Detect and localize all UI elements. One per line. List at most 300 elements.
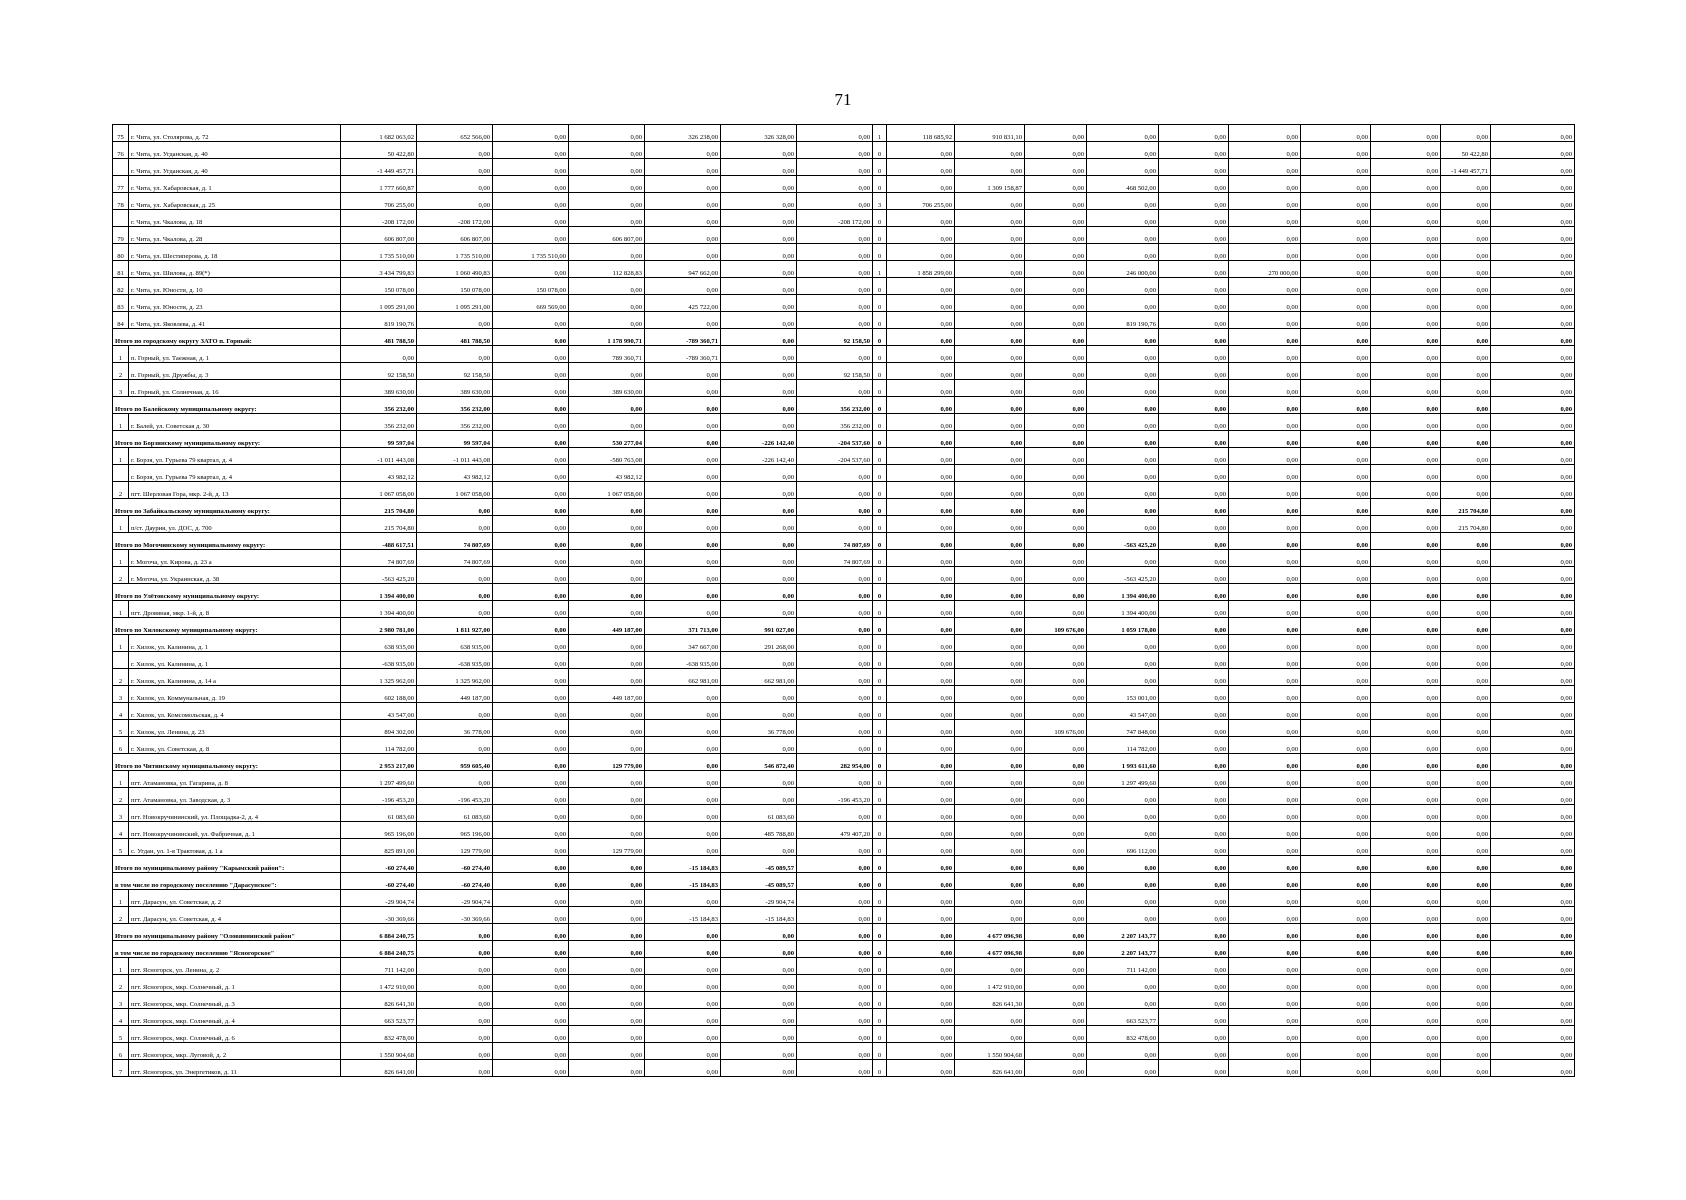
value-cell: 0,00 — [1491, 1060, 1575, 1077]
value-cell: 0,00 — [493, 686, 569, 703]
value-cell: 0,00 — [1441, 448, 1491, 465]
value-cell: 0,00 — [1025, 550, 1087, 567]
table-row — [113, 1043, 1623, 1060]
row-number: 82 — [113, 278, 129, 295]
value-cell: 0,00 — [1491, 431, 1575, 448]
value-cell: 0,00 — [955, 312, 1025, 329]
value-cell: 0,00 — [1301, 720, 1371, 737]
value-cell: 0,00 — [1371, 244, 1441, 261]
value-cell: 0,00 — [1301, 839, 1371, 856]
value-cell: 0,00 — [887, 822, 955, 839]
address-cell: г. Могоча, ул. Кирова, д. 23 а — [129, 550, 341, 567]
value-cell: 0,00 — [1025, 839, 1087, 856]
value-cell: 0,00 — [493, 992, 569, 1009]
value-cell: 0,00 — [493, 601, 569, 618]
value-cell: 0,00 — [1087, 278, 1159, 295]
table-row — [113, 380, 1623, 397]
value-cell: 0,00 — [955, 1026, 1025, 1043]
value-cell: 0,00 — [493, 550, 569, 567]
value-cell: 0,00 — [1229, 635, 1301, 652]
value-cell: 0,00 — [1301, 363, 1371, 380]
value-cell: -45 089,57 — [721, 873, 797, 890]
value-cell: 0,00 — [1087, 805, 1159, 822]
value-cell: -1 011 443,08 — [417, 448, 493, 465]
value-cell: 0,00 — [493, 975, 569, 992]
value-cell: 965 196,00 — [417, 822, 493, 839]
total-label: Итого по Улётовскому муниципальному округу: — [113, 584, 341, 601]
value-cell: 0,00 — [569, 890, 645, 907]
value-cell: 0,00 — [1229, 686, 1301, 703]
table-row — [113, 414, 1623, 431]
value-cell: 0,00 — [493, 805, 569, 822]
value-cell: 0,00 — [1087, 890, 1159, 907]
value-cell: 0,00 — [493, 1009, 569, 1026]
value-cell: 0,00 — [493, 159, 569, 176]
value-cell: 0,00 — [645, 414, 721, 431]
value-cell: 0,00 — [955, 142, 1025, 159]
value-cell: 711 142,00 — [341, 958, 417, 975]
value-cell: 0,00 — [1371, 890, 1441, 907]
value-cell: 0,00 — [1229, 516, 1301, 533]
value-cell: 0,00 — [721, 363, 797, 380]
value-cell: 1 309 158,87 — [955, 176, 1025, 193]
value-cell: 0,00 — [1441, 941, 1491, 958]
value-cell: 0,00 — [1371, 975, 1441, 992]
table-row — [113, 975, 1623, 992]
row-number: 6 — [113, 737, 129, 754]
value-cell: 0,00 — [1301, 856, 1371, 873]
value-cell: 0,00 — [1229, 329, 1301, 346]
table-row — [113, 788, 1623, 805]
value-cell: 114 782,00 — [341, 737, 417, 754]
value-cell: 0,00 — [887, 567, 955, 584]
count-cell: 0 — [873, 601, 887, 618]
value-cell: 0,00 — [645, 465, 721, 482]
value-cell: 0,00 — [1371, 652, 1441, 669]
value-cell: 1 059 178,00 — [1087, 618, 1159, 635]
value-cell: 0,00 — [797, 652, 873, 669]
value-cell: 0,00 — [797, 873, 873, 890]
value-cell: 0,00 — [1087, 1060, 1159, 1077]
value-cell: 0,00 — [721, 975, 797, 992]
value-cell: 425 722,00 — [645, 295, 721, 312]
value-cell: 0,00 — [1371, 397, 1441, 414]
value-cell: 0,00 — [1087, 329, 1159, 346]
value-cell: 0,00 — [1229, 907, 1301, 924]
value-cell: 0,00 — [1491, 720, 1575, 737]
value-cell: 326 238,00 — [645, 125, 721, 142]
value-cell: 0,00 — [955, 295, 1025, 312]
value-cell: 0,00 — [887, 244, 955, 261]
row-number: 4 — [113, 703, 129, 720]
value-cell: 0,00 — [569, 907, 645, 924]
value-cell: 0,00 — [1371, 669, 1441, 686]
value-cell: -29 904,74 — [721, 890, 797, 907]
value-cell: 0,00 — [569, 312, 645, 329]
value-cell: 0,00 — [417, 924, 493, 941]
row-number: 3 — [113, 380, 129, 397]
value-cell: 0,00 — [1371, 465, 1441, 482]
value-cell: 0,00 — [1159, 992, 1229, 1009]
value-cell: 0,00 — [493, 499, 569, 516]
value-cell: 150 078,00 — [493, 278, 569, 295]
value-cell: 0,00 — [1025, 754, 1087, 771]
value-cell: 0,00 — [493, 958, 569, 975]
value-cell: 0,00 — [721, 499, 797, 516]
value-cell: 663 523,77 — [1087, 1009, 1159, 1026]
value-cell: 0,00 — [1159, 448, 1229, 465]
row-number: 2 — [113, 567, 129, 584]
value-cell: 4 677 096,98 — [955, 941, 1025, 958]
value-cell: 0,00 — [1441, 686, 1491, 703]
value-cell: 1 735 510,00 — [417, 244, 493, 261]
value-cell: 0,00 — [569, 533, 645, 550]
value-cell: 0,00 — [569, 873, 645, 890]
row-number: 1 — [113, 958, 129, 975]
value-cell: 0,00 — [1441, 176, 1491, 193]
total-row — [113, 329, 1623, 346]
value-cell: 0,00 — [1087, 482, 1159, 499]
value-cell: 0,00 — [887, 465, 955, 482]
count-cell: 0 — [873, 992, 887, 1009]
address-cell: п/ст. Даурия, ул. ДОС, д. 700 — [129, 516, 341, 533]
value-cell: 0,00 — [1025, 975, 1087, 992]
value-cell: 0,00 — [887, 975, 955, 992]
table-row — [113, 890, 1623, 907]
value-cell: 0,00 — [1371, 703, 1441, 720]
value-cell: 0,00 — [1491, 125, 1575, 142]
address-cell: пгт. Ясногорск, мкр. Солнечный, д. 4 — [129, 1009, 341, 1026]
count-cell: 0 — [873, 363, 887, 380]
count-cell: 0 — [873, 533, 887, 550]
value-cell: 0,00 — [1301, 601, 1371, 618]
value-cell: 0,00 — [955, 278, 1025, 295]
value-cell: 0,00 — [417, 516, 493, 533]
value-cell: 0,00 — [645, 363, 721, 380]
value-cell: 0,00 — [955, 907, 1025, 924]
value-cell: 0,00 — [1159, 720, 1229, 737]
value-cell: 0,00 — [493, 907, 569, 924]
value-cell: 0,00 — [1087, 873, 1159, 890]
count-cell: 0 — [873, 788, 887, 805]
value-cell: 0,00 — [721, 686, 797, 703]
value-cell: 0,00 — [1301, 227, 1371, 244]
value-cell: -1 011 443,08 — [341, 448, 417, 465]
value-cell: -208 172,00 — [417, 210, 493, 227]
count-cell: 0 — [873, 652, 887, 669]
value-cell: 0,00 — [645, 805, 721, 822]
value-cell: 0,00 — [1025, 193, 1087, 210]
value-cell: 0,00 — [955, 737, 1025, 754]
value-cell: 0,00 — [569, 924, 645, 941]
count-cell: 0 — [873, 686, 887, 703]
value-cell: 0,00 — [493, 210, 569, 227]
value-cell: 0,00 — [887, 295, 955, 312]
value-cell: 0,00 — [417, 567, 493, 584]
value-cell: 0,00 — [1441, 584, 1491, 601]
value-cell: 0,00 — [1301, 499, 1371, 516]
value-cell: 1 735 510,00 — [341, 244, 417, 261]
value-cell: 0,00 — [1371, 635, 1441, 652]
value-cell: 0,00 — [1229, 210, 1301, 227]
value-cell: 0,00 — [1229, 669, 1301, 686]
value-cell: 0,00 — [1301, 941, 1371, 958]
address-cell: пгт. Ясногорск, ул. Энергетиков, д. 11 — [129, 1060, 341, 1077]
row-number: 2 — [113, 907, 129, 924]
value-cell: 0,00 — [1301, 142, 1371, 159]
count-cell: 0 — [873, 431, 887, 448]
value-cell: 0,00 — [645, 567, 721, 584]
value-cell: 0,00 — [955, 720, 1025, 737]
value-cell: 0,00 — [887, 686, 955, 703]
value-cell: 0,00 — [797, 703, 873, 720]
value-cell: 43 547,00 — [1087, 703, 1159, 720]
value-cell: 0,00 — [1441, 295, 1491, 312]
value-cell: 0,00 — [1025, 822, 1087, 839]
value-cell: 0,00 — [645, 159, 721, 176]
value-cell: 0,00 — [1229, 618, 1301, 635]
value-cell: 0,00 — [645, 1009, 721, 1026]
value-cell: 0,00 — [955, 788, 1025, 805]
value-cell: 215 704,80 — [341, 499, 417, 516]
value-cell: 1 060 490,83 — [417, 261, 493, 278]
value-cell: 0,00 — [887, 516, 955, 533]
value-cell: 0,00 — [1159, 686, 1229, 703]
value-cell: -208 172,00 — [341, 210, 417, 227]
value-cell: 0,00 — [1229, 839, 1301, 856]
value-cell: 0,00 — [1441, 312, 1491, 329]
value-cell: 0,00 — [955, 567, 1025, 584]
total-row — [113, 584, 1623, 601]
count-cell: 1 — [873, 261, 887, 278]
value-cell: 1 811 927,00 — [417, 618, 493, 635]
count-cell: 0 — [873, 380, 887, 397]
value-cell: 0,00 — [1025, 958, 1087, 975]
value-cell: 0,00 — [797, 1026, 873, 1043]
total-label: Итого по Могочинскому муниципальному округу: — [113, 533, 341, 550]
value-cell: 0,00 — [887, 397, 955, 414]
value-cell: 0,00 — [1301, 1043, 1371, 1060]
value-cell: 0,00 — [955, 346, 1025, 363]
value-cell: 0,00 — [493, 567, 569, 584]
value-cell: -196 453,20 — [341, 788, 417, 805]
value-cell: -30 369,66 — [341, 907, 417, 924]
value-cell: 74 807,69 — [797, 533, 873, 550]
value-cell: -208 172,00 — [797, 210, 873, 227]
value-cell: 0,00 — [721, 244, 797, 261]
row-number: 78 — [113, 193, 129, 210]
value-cell: 0,00 — [1441, 975, 1491, 992]
value-cell: 0,00 — [493, 193, 569, 210]
value-cell: 652 566,00 — [417, 125, 493, 142]
value-cell: 0,00 — [1491, 584, 1575, 601]
value-cell: 0,00 — [887, 771, 955, 788]
value-cell: 0,00 — [1441, 958, 1491, 975]
address-cell: г. Балей, ул. Советская д. 30 — [129, 414, 341, 431]
row-number: 4 — [113, 822, 129, 839]
value-cell: 0,00 — [1301, 703, 1371, 720]
value-cell: -60 274,40 — [341, 856, 417, 873]
value-cell: 0,00 — [1491, 533, 1575, 550]
count-cell: 0 — [873, 941, 887, 958]
value-cell: 0,00 — [1087, 414, 1159, 431]
value-cell: 0,00 — [1087, 499, 1159, 516]
value-cell: 0,00 — [569, 635, 645, 652]
value-cell: -15 184,83 — [645, 907, 721, 924]
value-cell: -789 360,71 — [645, 329, 721, 346]
value-cell: 0,00 — [417, 584, 493, 601]
value-cell: 0,00 — [1025, 856, 1087, 873]
value-cell: 0,00 — [721, 176, 797, 193]
value-cell: -15 184,83 — [721, 907, 797, 924]
value-cell: 0,00 — [1371, 822, 1441, 839]
value-cell: 0,00 — [1491, 278, 1575, 295]
value-cell: 0,00 — [887, 329, 955, 346]
value-cell: 0,00 — [1441, 856, 1491, 873]
address-cell: г. Могоча, ул. Украинская, д. 38 — [129, 567, 341, 584]
value-cell: 0,00 — [1441, 890, 1491, 907]
address-cell: г. Хилок, ул. Калинина, д. 14 а — [129, 669, 341, 686]
value-cell: 0,00 — [569, 142, 645, 159]
table-row — [113, 686, 1623, 703]
table-row — [113, 448, 1623, 465]
value-cell: 0,00 — [493, 482, 569, 499]
value-cell: 1 777 660,87 — [341, 176, 417, 193]
value-cell: 0,00 — [1441, 261, 1491, 278]
value-cell: 0,00 — [417, 771, 493, 788]
value-cell: 0,00 — [1301, 771, 1371, 788]
value-cell: 0,00 — [1025, 992, 1087, 1009]
value-cell: 0,00 — [1159, 312, 1229, 329]
value-cell: 291 268,00 — [721, 635, 797, 652]
value-cell: 0,00 — [1229, 499, 1301, 516]
value-cell: 0,00 — [1491, 907, 1575, 924]
value-cell: 0,00 — [887, 159, 955, 176]
value-cell: 0,00 — [1371, 431, 1441, 448]
value-cell: 0,00 — [493, 261, 569, 278]
value-cell: 0,00 — [1491, 856, 1575, 873]
row-number: 1 — [113, 771, 129, 788]
value-cell: 0,00 — [493, 737, 569, 754]
value-cell: 0,00 — [1025, 737, 1087, 754]
value-cell: -1 449 457,71 — [341, 159, 417, 176]
count-cell: 0 — [873, 669, 887, 686]
value-cell: 0,00 — [1301, 278, 1371, 295]
value-cell: 0,00 — [1229, 431, 1301, 448]
value-cell: -638 935,00 — [341, 652, 417, 669]
value-cell: 449 187,00 — [569, 618, 645, 635]
value-cell: 0,00 — [1159, 499, 1229, 516]
value-cell: 0,00 — [569, 176, 645, 193]
value-cell: 0,00 — [1491, 227, 1575, 244]
value-cell: 0,00 — [493, 1043, 569, 1060]
value-cell: 118 685,92 — [887, 125, 955, 142]
value-cell: 0,00 — [493, 720, 569, 737]
value-cell: 0,00 — [1371, 125, 1441, 142]
value-cell: 0,00 — [721, 601, 797, 618]
value-cell: 0,00 — [797, 1009, 873, 1026]
value-cell: 0,00 — [1441, 1009, 1491, 1026]
value-cell: 0,00 — [797, 975, 873, 992]
value-cell: 0,00 — [1229, 771, 1301, 788]
address-cell: пгт. Новокручининский, ул. Площадка-2, д. 4 — [129, 805, 341, 822]
value-cell: 2 980 781,00 — [341, 618, 417, 635]
value-cell: 0,00 — [955, 448, 1025, 465]
value-cell: 0,00 — [417, 1060, 493, 1077]
row-number: 4 — [113, 1009, 129, 1026]
address-cell: п. Горный, ул. Таежная, д. 1 — [129, 346, 341, 363]
value-cell: 0,00 — [1229, 1060, 1301, 1077]
value-cell: 0,00 — [645, 499, 721, 516]
value-cell: 0,00 — [493, 754, 569, 771]
address-cell: г. Хилок, ул. Ленина, д. 23 — [129, 720, 341, 737]
value-cell: 0,00 — [1491, 822, 1575, 839]
value-cell: 1 735 510,00 — [493, 244, 569, 261]
value-cell: 0,00 — [797, 142, 873, 159]
value-cell: 0,00 — [1491, 193, 1575, 210]
total-row — [113, 533, 1623, 550]
value-cell: 0,00 — [887, 720, 955, 737]
value-cell: 0,00 — [797, 125, 873, 142]
value-cell: 0,00 — [955, 227, 1025, 244]
value-cell: 0,00 — [1371, 159, 1441, 176]
value-cell: 0,00 — [1301, 414, 1371, 431]
value-cell: 0,00 — [1371, 584, 1441, 601]
value-cell: 0,00 — [645, 1060, 721, 1077]
value-cell: 0,00 — [1301, 312, 1371, 329]
value-cell: 0,00 — [645, 142, 721, 159]
value-cell: 0,00 — [1301, 805, 1371, 822]
value-cell: 0,00 — [1491, 499, 1575, 516]
value-cell: 0,00 — [1229, 720, 1301, 737]
count-cell: 0 — [873, 278, 887, 295]
value-cell: 0,00 — [887, 431, 955, 448]
address-cell: г. Чита, ул. Чкалова, д. 28 — [129, 227, 341, 244]
value-cell: 0,00 — [797, 1060, 873, 1077]
value-cell: 0,00 — [887, 142, 955, 159]
value-cell: 826 641,00 — [955, 1060, 1025, 1077]
value-cell: 0,00 — [955, 210, 1025, 227]
total-row — [113, 397, 1623, 414]
count-cell: 0 — [873, 516, 887, 533]
address-cell: г. Хилок, ул. Комсомольская, д. 4 — [129, 703, 341, 720]
value-cell: 0,00 — [721, 703, 797, 720]
count-cell: 0 — [873, 329, 887, 346]
row-number — [113, 210, 129, 227]
value-cell: 0,00 — [721, 941, 797, 958]
value-cell: 0,00 — [1087, 907, 1159, 924]
value-cell: 0,00 — [493, 839, 569, 856]
total-row — [113, 856, 1623, 873]
value-cell: 0,00 — [1491, 550, 1575, 567]
value-cell: 0,00 — [493, 380, 569, 397]
table-row — [113, 346, 1623, 363]
count-cell: 0 — [873, 822, 887, 839]
value-cell: 0,00 — [1159, 771, 1229, 788]
value-cell: 43 982,12 — [341, 465, 417, 482]
value-cell: 0,00 — [1441, 873, 1491, 890]
value-cell: 0,00 — [1159, 1043, 1229, 1060]
value-cell: 0,00 — [1441, 1026, 1491, 1043]
value-cell: 0,00 — [1159, 703, 1229, 720]
total-row — [113, 873, 1623, 890]
row-number: 3 — [113, 992, 129, 1009]
value-cell: 347 667,00 — [645, 635, 721, 652]
address-cell: г. Борзя, ул. Гурьева 79 квартал, д. 4 — [129, 465, 341, 482]
value-cell: 0,00 — [955, 805, 1025, 822]
value-cell: 0,00 — [1159, 465, 1229, 482]
row-number — [113, 652, 129, 669]
